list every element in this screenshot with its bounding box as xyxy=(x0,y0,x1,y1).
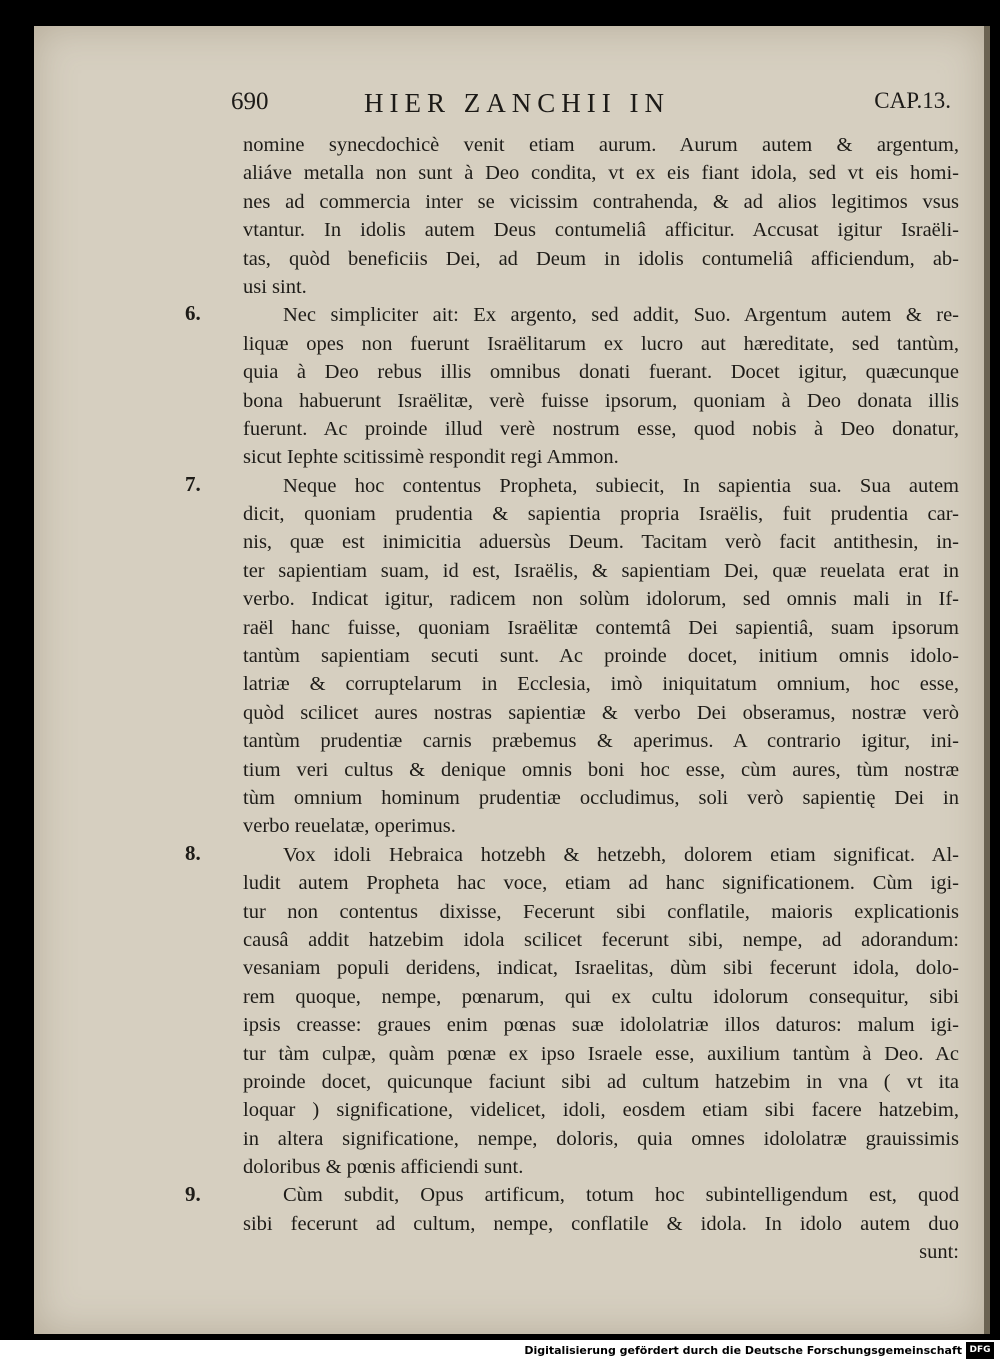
text-line: rem quoque, nempe, pœnarum, qui ex cultu idolorum consequitur, sibi xyxy=(243,985,959,1008)
text-line: tur non contentus dixisse, Fecerunt sibi conflatile, maioris explicationis xyxy=(243,900,959,923)
text-line: quòd scilicet aures nostras sapientiæ & verbo Dei obseramus, nostræ verò xyxy=(243,701,959,724)
text-line: loquar ) significatione, videlicet, idoli, eosdem etiam sibi facere hatzebim, xyxy=(243,1099,959,1122)
text-line: quia à Deo rebus illis omnibus donati fuerant. Docet igitur, quæcunque xyxy=(243,361,959,384)
text-line: vesaniam populi deridens, indicat, Israelitas, dùm sibi fecerunt idola, dolo- xyxy=(243,957,959,980)
text-line: sibi fecerunt ad cultum, nempe, conflatile & idola. In idolo autem duo xyxy=(243,1212,959,1235)
funding-credit: Digitalisierung gefördert durch die Deutsche Forschungsgemeinschaft xyxy=(524,1344,962,1357)
text-line: liquæ opes non fuerunt Israëlitarum ex lucro aut hæreditate, sed tantùm, xyxy=(243,332,959,355)
text-line: vtantur. In idolis autem Deus contumeliâ afficitur. Accusat igitur Israëli- xyxy=(243,219,959,242)
text-line: nes ad commercia inter se vicissim contrahenda, & ad alios legitimos vsus xyxy=(243,190,959,213)
text-line: usi sint. xyxy=(243,275,307,298)
footer-bar xyxy=(0,1340,1000,1364)
running-head-title: HIER ZANCHII IN xyxy=(364,88,670,118)
page-number: 690 xyxy=(231,88,269,115)
text-line: tantùm prudentiæ carnis præbemus & aperimus. A contrario igitur, ini- xyxy=(243,730,959,753)
text-line: tùm omnium hominum prudentiæ occludimus, soli verò sapientię Dei in xyxy=(243,786,959,809)
text-line: fuerunt. Ac proinde illud verè nostrum esse, quod nobis à Deo donatur, xyxy=(243,417,959,440)
text-line: ter sapientiam suam, id est, Israëlis, & sapientiam Dei, quæ reuelata erat in xyxy=(243,559,959,582)
running-header xyxy=(231,88,951,128)
text-line: nomine synecdochicè venit etiam aurum. Aurum autem & argentum, xyxy=(243,134,959,156)
text-line: proinde docet, quicunque faciunt sibi ad cultum hatzebim in vna ( vt ita xyxy=(243,1070,959,1093)
text-line: ipsis creasse: graues enim pœnas suæ idololatriæ illos daturos: malum igi- xyxy=(243,1014,959,1037)
verse-number: 8. xyxy=(185,841,201,865)
text-line: nis, quæ est inimicitia aduersùs Deum. Tacitam verò facit antithesin, in- xyxy=(243,531,959,554)
text-line: bona habuerunt Israëlitæ, verè fuisse ipsorum, quoniam à Deo donata illis xyxy=(243,389,959,412)
page-edge xyxy=(984,26,990,1334)
text-line: Nec simpliciter ait: Ex argento, sed addit, Suo. Argentum autem & re- xyxy=(283,304,959,327)
text-line: tur tàm culpæ, quàm pœnæ ex ipso Israele esse, auxilium tantùm à Deo. Ac xyxy=(243,1042,959,1065)
text-line: verbo reuelatæ, operimus. xyxy=(243,815,456,838)
verse-number: 7. xyxy=(185,471,201,496)
text-line: Vox idoli Hebraica hotzebh & hetzebh, dolorem etiam significat. Al- xyxy=(283,843,959,866)
chapter-label: CAP.13. xyxy=(874,88,951,113)
text-line: ludit autem Propheta hac voce, etiam ad hanc significationem. Cùm igi- xyxy=(243,872,959,895)
text-line: Cùm subdit, Opus artificum, totum hoc subintelligendum est, quod xyxy=(283,1184,959,1207)
text-line: tantùm sapientiam secuti sunt. Ac proinde docet, initium omnis idolo- xyxy=(243,645,959,668)
text-line: Neque hoc contentus Propheta, subiecit, In sapientia sua. Sua autem xyxy=(283,474,959,497)
verse-number: 6. xyxy=(185,301,201,326)
text-line: verbo. Indicat igitur, radicem non solùm idolorum, sed omnis mali in If- xyxy=(243,588,959,611)
text-line: raël hanc fuisse, quoniam Israëlitæ contemtâ Dei sapientiâ, suam ipsorum xyxy=(243,616,959,639)
body-text xyxy=(185,131,959,1267)
text-line: tas, quòd beneficiis Dei, ad Deum in idolis contumeliâ afficiendum, ab- xyxy=(243,247,959,270)
dfg-logo: DFG xyxy=(966,1342,994,1359)
text-line: dicit, quoniam prudentia & sapientia propria Israëlis, fuit prudentia car- xyxy=(243,503,959,526)
text-line: doloribus & pœnis afficiendi sunt. xyxy=(243,1156,524,1179)
verse-number: 9. xyxy=(185,1181,201,1206)
text-line: sicut Iephte scitissimè respondit regi Ammon. xyxy=(243,446,619,469)
text-line: sunt: xyxy=(919,1241,959,1264)
text-line: in altera significatione, nempe, doloris, quia omnes idololatræ grauissimis xyxy=(243,1127,959,1150)
text-line: latriæ & corruptelarum in Ecclesia, imò iniquitatum omnium, hoc esse, xyxy=(243,673,959,696)
text-line: aliáve metalla non sunt à Deo condita, vt ex eis fiant idola, sed vt eis homi- xyxy=(243,162,959,185)
text-line: tium veri cultus & denique omnis boni hoc esse, cùm aures, tùm nostræ xyxy=(243,758,959,781)
text-line: causâ addit hatzebim idola scilicet fecerunt sibi, nempe, ad adorandum: xyxy=(243,928,959,951)
